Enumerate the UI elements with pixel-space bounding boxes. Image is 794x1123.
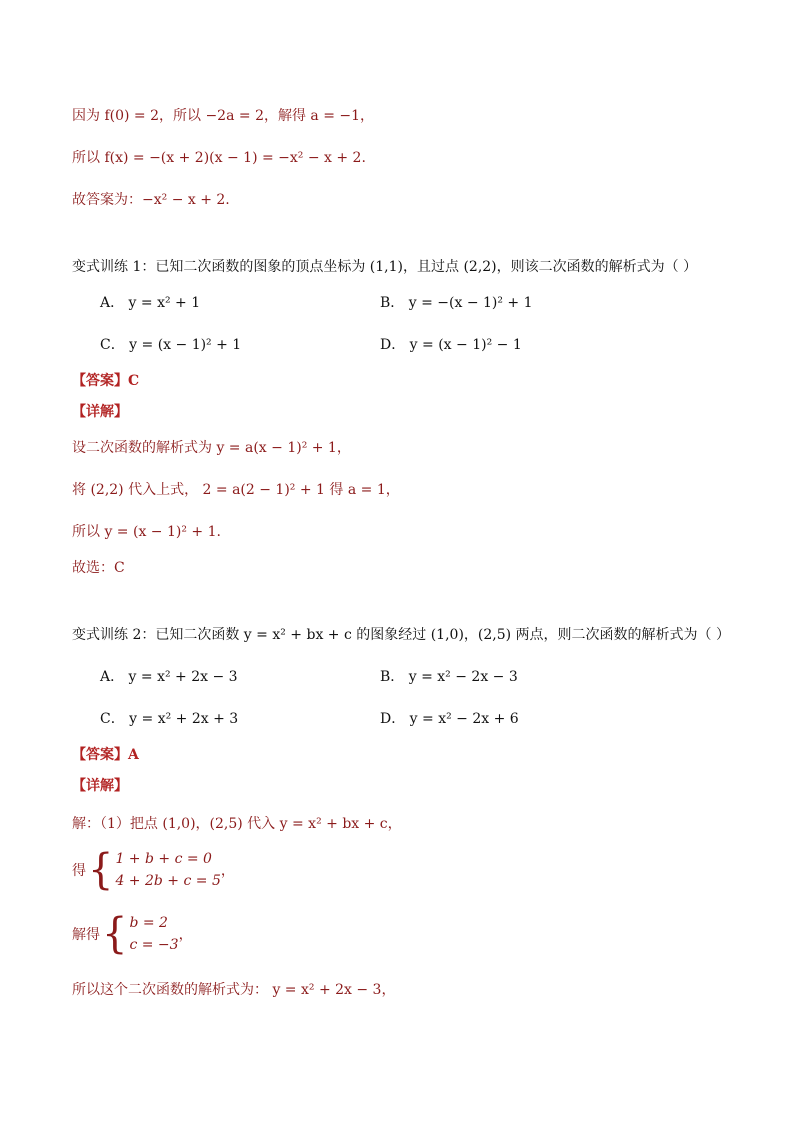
question-2-option-c: C． y = x² + 2x + 3 xyxy=(100,711,239,727)
question-1-stem: 变式训练 1：已知二次函数的图象的顶点坐标为 (1,1)，且过点 (2,2)，则该二次函数的解析式为（ ） xyxy=(72,259,698,275)
solution-line-3: 故答案为：−x² − x + 2. xyxy=(72,192,230,208)
question-1-answer: 【答案】C xyxy=(72,373,140,389)
question-2-final-result: 所以这个二次函数的解析式为： y = x² + 2x − 3， xyxy=(72,982,396,998)
equation-system-2-row-1: b = 2 xyxy=(129,915,168,931)
equation-system-2-row-2: c = −3 xyxy=(129,937,179,953)
question-2-answer: 【答案】A xyxy=(72,747,139,763)
equation-system-1-row-1: 1 + b + c = 0 xyxy=(115,851,212,867)
question-1-option-b: B． y = −(x − 1)² + 1 xyxy=(380,295,533,311)
equation-system-2-lead: 解得 xyxy=(72,927,100,943)
equation-system-1-lead: 得 xyxy=(72,863,86,879)
equation-system-1-tail: ， xyxy=(220,863,235,879)
question-1-solution-line-1: 设二次函数的解析式为 y = a(x − 1)² + 1， xyxy=(72,440,351,456)
question-2-option-d: D． y = x² − 2x + 6 xyxy=(380,711,519,727)
left-brace-icon: { xyxy=(102,909,128,959)
solution-line-1: 因为 f(0) = 2，所以 −2a = 2，解得 a = −1， xyxy=(72,108,375,124)
equation-system-1 xyxy=(72,845,235,895)
question-2-detail-heading: 【详解】 xyxy=(72,778,128,794)
equation-system-1-row-2: 4 + 2b + c = 5 xyxy=(115,873,221,889)
question-1-option-d: D． y = (x − 1)² − 1 xyxy=(380,337,522,353)
question-1-option-a: A． y = x² + 1 xyxy=(100,295,201,311)
question-2-stem: 变式训练 2：已知二次函数 y = x² + bx + c 的图象经过 (1,0)，(2,5) 两点，则二次函数的解析式为（ ） xyxy=(72,627,730,643)
equation-system-2-tail: ， xyxy=(178,927,193,943)
question-2-option-a: A． y = x² + 2x − 3 xyxy=(100,669,238,685)
question-2-solution-line-1: 解：（1）把点 (1,0)，(2,5) 代入 y = x² + bx + c， xyxy=(72,816,402,832)
question-1-solution-line-3: 所以 y = (x − 1)² + 1. xyxy=(72,524,221,540)
question-1-option-c: C． y = (x − 1)² + 1 xyxy=(100,337,242,353)
question-1-detail-heading: 【详解】 xyxy=(72,404,128,420)
left-brace-icon: { xyxy=(88,845,114,895)
question-1-choice: 故选：C xyxy=(72,560,125,576)
question-2-option-b: B． y = x² − 2x − 3 xyxy=(380,669,518,685)
equation-system-2 xyxy=(72,909,193,959)
question-1-solution-line-2: 将 (2,2) 代入上式， 2 = a(2 − 1)² + 1 得 a = 1， xyxy=(72,482,400,498)
solution-line-2: 所以 f(x) = −(x + 2)(x − 1) = −x² − x + 2. xyxy=(72,150,366,166)
